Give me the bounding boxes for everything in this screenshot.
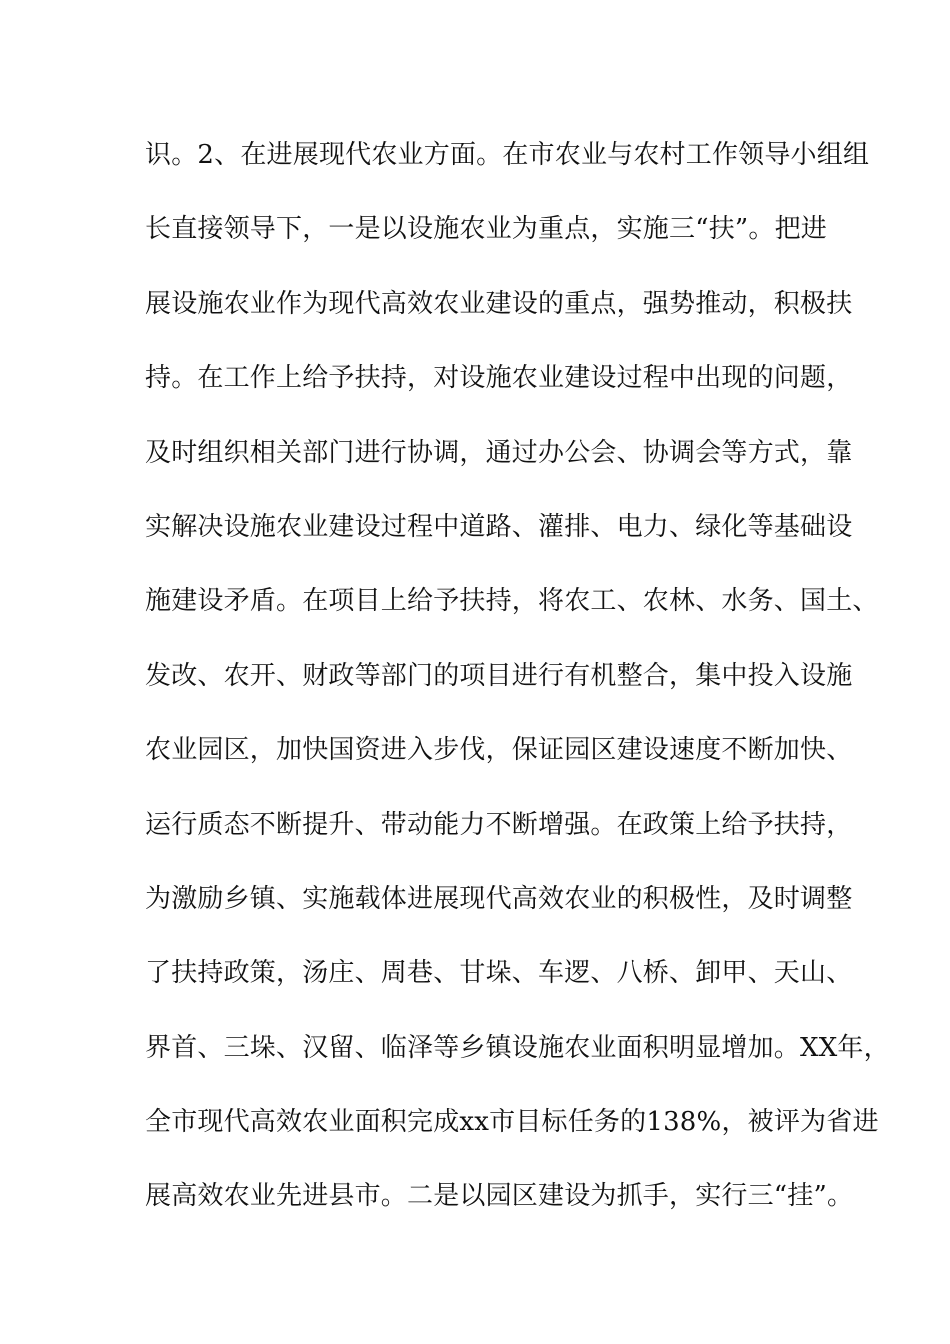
text-line: 为激励乡镇、实施载体进展现代高效农业的积极性，及时调整 [145, 883, 853, 914]
body-text [145, 129, 890, 1245]
text-line: 持。在工作上给予扶持，对设施农业建设过程中出现的问题， [145, 363, 853, 394]
text-line: 了扶持政策，汤庄、周巷、甘垛、车逻、八桥、卸甲、天山、 [145, 958, 853, 989]
text-line: 识。2、在进展现代农业方面。在市农业与农村工作领导小组组 [145, 140, 870, 170]
text-line: 全市现代高效农业面积完成xx市目标任务的138%，被评为省进 [145, 1107, 879, 1138]
text-line: 农业园区，加快国资进入步伐，保证园区建设速度不断加快、 [145, 735, 853, 766]
text-line: 及时组织相关部门进行协调，通过办公会、协调会等方式，靠 [145, 437, 853, 468]
text-line: 界首、三垛、汉留、临泽等乡镇设施农业面积明显增加。XX年， [145, 1032, 890, 1063]
text-line: 长直接领导下，一是以设施农业为重点，实施三“扶”。把进 [145, 214, 827, 245]
text-line: 施建设矛盾。在项目上给予扶持，将农工、农林、水务、国土、 [145, 586, 879, 617]
text-line: 运行质态不断提升、带动能力不断增强。在政策上给予扶持， [145, 809, 853, 840]
text-line: 展高效农业先进县市。二是以园区建设为抓手，实行三“挂”。 [145, 1181, 854, 1212]
text-line: 实解决设施农业建设过程中道路、灌排、电力、绿化等基础设 [145, 511, 853, 542]
text-line: 展设施农业作为现代高效农业建设的重点，强势推动，积极扶 [145, 288, 853, 319]
text-line: 发改、农开、财政等部门的项目进行有机整合，集中投入设施 [145, 660, 853, 691]
